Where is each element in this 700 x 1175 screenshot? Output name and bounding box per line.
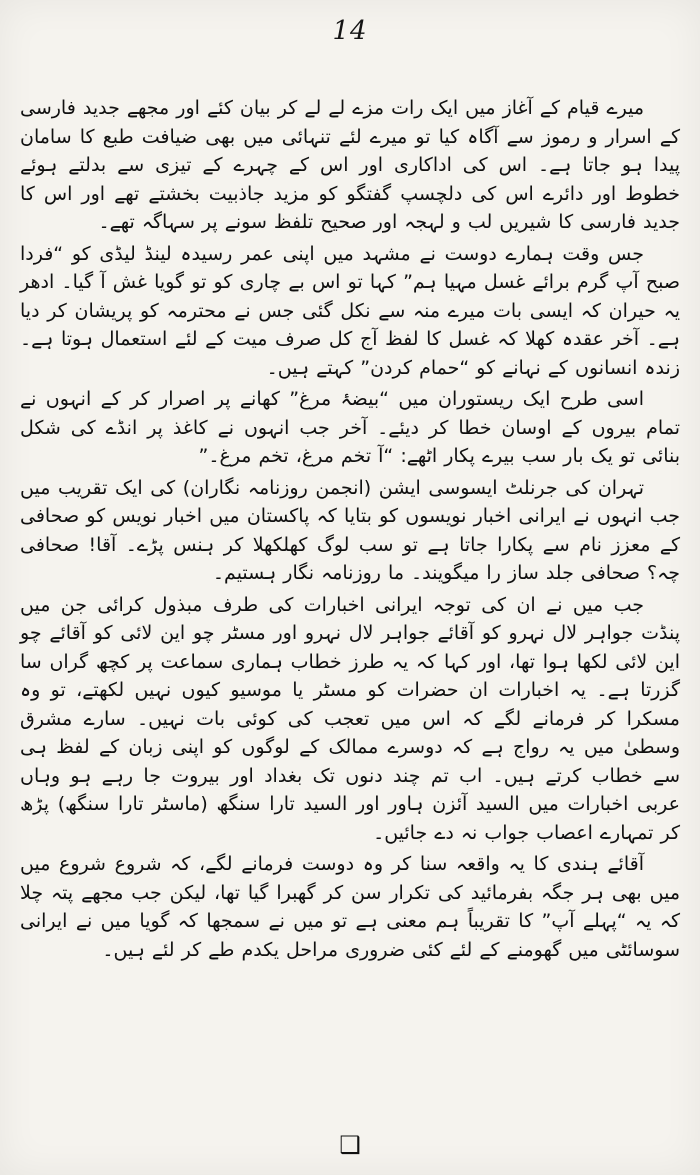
text-block <box>20 94 680 964</box>
paragraph: آقائے ہندی کا یہ واقعہ سنا کر وہ دوست فرمانے لگے، کہ شروع شروع میں میں بھی ہر جگہ بفرمائید کی تکرار سن کر گھبرا گیا تھا، لیکن جب مجھے پتہ چلا کہ یہ “پہلے آپ” کا تقریباً ہم معنی ہے تو میں نے سمجھا کہ گویا میں نے ایرانی سوسائٹی میں گھومنے کے لئے کئی ضروری مراحل یکدم طے کر لئے ہیں۔ <box>20 853 680 961</box>
paragraph: میرے قیام کے آغاز میں ایک رات مزے لے لے کر بیان کئے اور مجھے جدید فارسی کے اسرار و رموز سے آگاہ کیا تو میرے لئے تنہائی میں بھی ضیافت طبع کا سامان پیدا ہو جاتا ہے۔ اس کی اداکاری اور اس کے چہرے کے تیزی سے بدلتے ہوئے خطوط اور دائرے اس کی دلچسپ گفتگو کو مزید جاذبیت بخشتے تھے اور اس کا جدید فارسی کا شیریں لب و لہجہ اور صحیح تلفظ سونے پر سہاگہ تھے۔ <box>20 97 680 233</box>
paragraph: اسی طرح ایک ریستوران میں “بیضۂ مرغ” کھانے پر اصرار کر کے انہوں نے تمام بیروں کے اوسان خطا کر دیئے۔ آخر جب انہوں نے کاغذ پر انڈے کی شکل بنائی تو یک بار سب بیرے پکار اٹھے: “آ تخم مرغ، تخم مرغ۔” <box>20 388 680 467</box>
paragraph: تہران کی جرنلٹ ایسوسی ایشن (انجمن روزنامہ نگاران) کی ایک تقریب میں جب انہوں نے ایرانی اخبار نویسوں کو بتایا کہ پاکستان میں اخبار نویس کو صحافی کے معزز نام سے پکارا جاتا ہے تو سب لوگ کھلکھلا کر ہنس پڑے۔ آقا! صحافی چہ؟ صحافی جلد ساز را میگویند۔ ما روزنامہ نگار ہستیم۔ <box>20 476 680 584</box>
paragraph: جس وقت ہمارے دوست نے مشہد میں اپنی عمر رسیدہ لینڈ لیڈی کو “فردا صبح آپ گرم برائے غسل مہیا ہم” کہا تو اس بے چاری کو تو گویا غش آ گیا۔ ادھر یہ حیران کہ ایسی بات میرے منہ سے نکل گئی جس نے محترمہ کو پریشان کر دیا ہے۔ آخر عقدہ کھلا کہ غسل کا لفظ آج کل صرف میت کے لئے استعمال ہوتا ہے۔ زندہ انسانوں کے نہانے کو “حمام کردن” کہتے ہیں۔ <box>20 242 680 379</box>
end-of-chapter-icon: ❑ <box>339 1131 361 1159</box>
page-number: 14 <box>332 16 368 46</box>
paragraph: جب میں نے ان کی توجہ ایرانی اخبارات کی طرف مبذول کرائی جن میں پنڈت جواہر لال نہرو کو آقائے جواہر لال نہرو اور مسٹر چو این لائی کو آقائے چو این لائی لکھا ہوا تھا، اور کہا کہ یہ طرز خطاب ہماری سماعت پر کچھ گراں سا گزرتا ہے۔ یہ اخبارات ان حضرات کو مسٹر یا موسیو کیوں نہیں لکھتے، تو وہ مسکرا کر فرمانے لگے کہ اس میں تعجب کی کوئی بات نہیں۔ سارے مشرق وسطیٰ میں یہ رواج ہے کہ دوسرے ممالک کے لوگوں کو اپنی زبان کے لفظ ہی سے خطاب کرتے ہیں۔ اب تم چند دنوں تک بغداد اور بیروت جا رہے ہو وہاں عربی اخبارات میں السید آئزن ہاور اور السید تارا سنگھ (ماسٹر تارا سنگھ) پڑھ کر تمہارے اعصاب جواب نہ دے جائیں۔ <box>20 593 680 844</box>
